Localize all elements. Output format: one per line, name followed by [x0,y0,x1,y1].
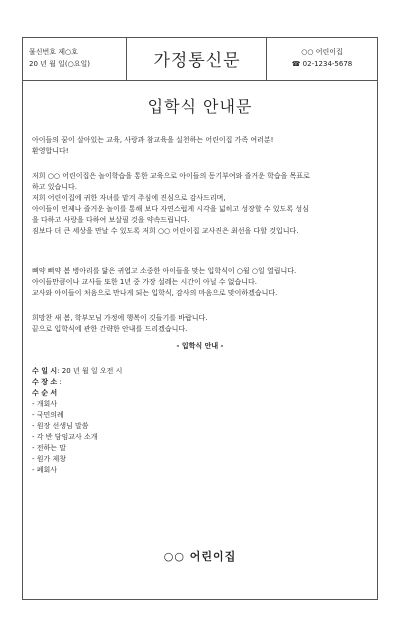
footer-signature: ○○ 어린이집 [163,550,237,563]
intro-paragraph [32,135,372,157]
text-line: 아이들이 언제나 즐거운 놀이를 통해 보다 자연스럽게 시각을 넓히고 성장할 수 있도록 성심 [32,205,309,213]
text-line: 하고 있습니다. [32,183,78,191]
org-name: ○○ 어린이집 [301,48,343,56]
phone-number: ☎ 02-1234-5678 [291,60,353,68]
list-item: - 전하는 말 [32,444,67,452]
text-line: 짐보다 더 큰 세상을 만날 수 있도록 저희 ○○ 어린이집 교사진은 최선을 다할 것입니다. [32,227,299,235]
text-line: 아이들의 꿈이 살아있는 교육, 사랑과 참교육을 실천하는 어린이집 가족 여러분! [32,136,274,144]
body-paragraph-3 [32,313,372,335]
list-item: - 원장 선생님 말씀 [32,422,89,430]
list-item: - 각 반 담임교사 소개 [32,433,98,441]
text-line: 교사와 아이들이 처음으로 만나게 되는 입학식, 감사의 마음으로 맞이하겠습니다. [32,289,278,297]
order-row [32,388,122,399]
issue-number: 물신번호 제○호 [29,48,78,56]
header-table [23,38,377,81]
list-item: - 원가 제창 [32,455,67,463]
notice-page [22,37,378,600]
text-line: 희망찬 새 봄, 학부모님 가정에 행복이 깃들기를 바랍니다. [32,314,208,322]
issue-info-cell [23,38,127,80]
document-title: 입학식 안내문 [147,97,253,116]
datetime-row [32,366,122,377]
event-details [32,366,122,476]
text-line: 을 다하고 사랑을 다하여 보살필 것을 약속드립니다. [32,216,190,224]
text-line: 삐약 삐약 봄 병아리를 닮은 귀엽고 소중한 아이들을 맞는 입학식이 ○월 ○일 열립니다. [32,267,297,275]
title-cell [127,38,267,80]
text-line: 저희 어린이집에 귀한 자녀를 맡겨 주심에 진심으로 감사드리며, [32,194,226,202]
datetime-value: : 20 년 월 일 오전 시 [57,367,123,375]
section-heading: - 입학식 안내 - [176,342,224,350]
text-line: 끝으로 입학식에 관한 간략한 안내를 드리겠습니다. [32,325,188,333]
order-label: 수 순 서 [32,389,58,397]
contact-cell [267,38,377,80]
text-line: 저희 ○○ 어린이집은 놀이학습을 통한 교육으로 아이들의 동기부여와 즐거운 학습을 목표로 [32,172,310,180]
datetime-label: 수 일 시 [32,367,58,375]
place-label: 수 장 소 [32,378,58,386]
list-item: - 폐회사 [32,466,58,474]
list-item: - 개회사 [32,400,58,408]
list-item: - 국민의례 [32,411,64,419]
newsletter-title: 가정통신문 [153,51,241,71]
issue-date: 20 년 월 일(○요일) [29,60,90,68]
body-paragraph-1 [32,171,372,237]
text-line: 환영합니다! [32,147,69,155]
text-line: 아이들만큼이나 교사들 또한 1년 중 가장 설레는 시간이 아닐 수 없습니다. [32,278,258,286]
place-row [32,377,122,388]
body-paragraph-2 [32,266,372,299]
place-value: : [59,378,62,386]
